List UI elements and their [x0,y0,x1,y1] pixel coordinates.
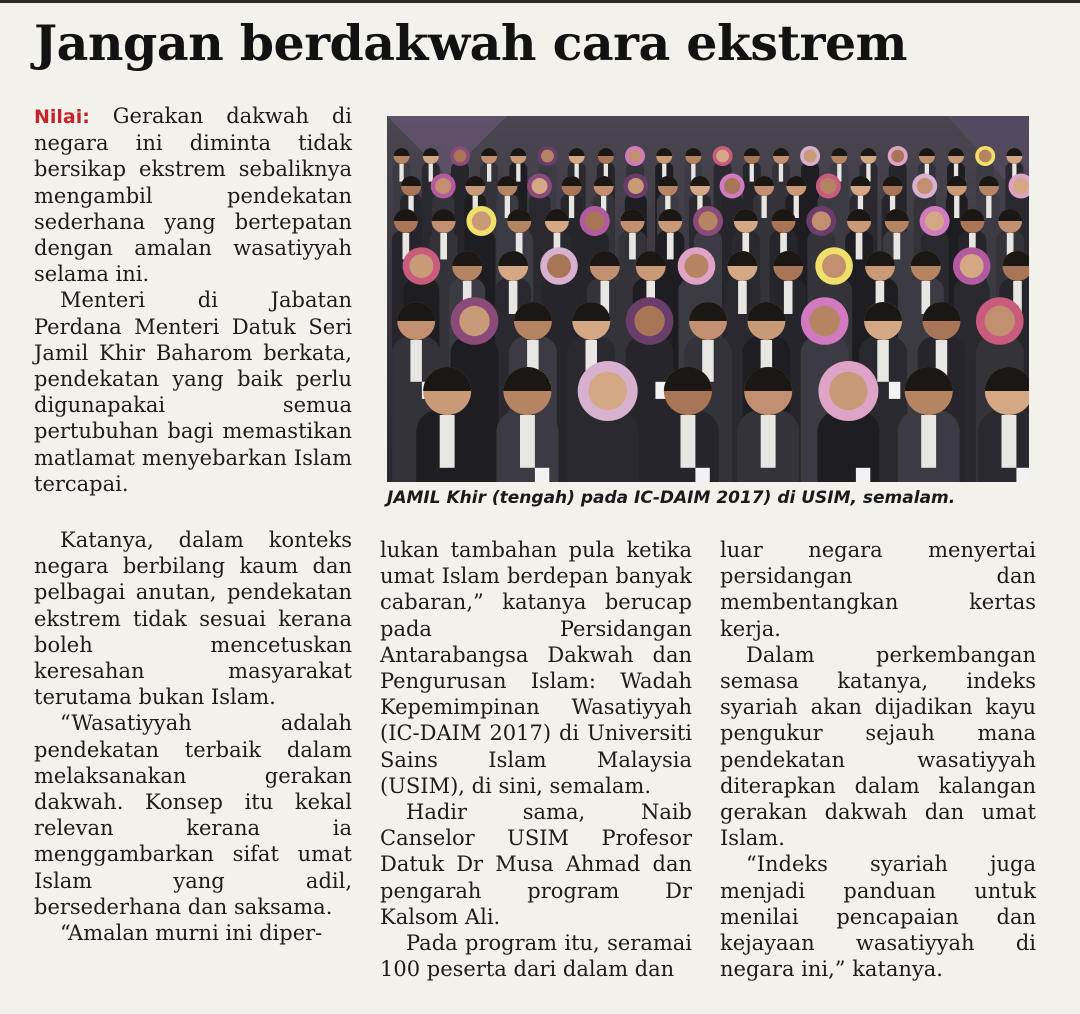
attendee-face [960,254,984,278]
attendee-face [822,254,846,278]
attendee-shirt [440,233,447,259]
paragraph: lukan tambahan pula ketika umat Islam berdepan banyak cabaran,” katanya berucap pada Persidangan Antarabangsa Dakwah dan Pengurusan Islam: Wadah Kepemimpinan Wasatiyyah (IC-DAIM 2017) di Universiti Sains Islam Malaysia (USIM), di sini, semalam. [380,538,692,798]
attendee-shirt [750,164,754,182]
paragraph: luar negara menyertai persidangan dan membentangkan kertas kerja. [720,538,1036,641]
attendee-face [698,211,717,230]
attendee-shirt [762,196,767,218]
lead-paragraph [34,103,352,287]
paragraph: “Indeks syariah juga menjadi panduan untuk menilai pencapaian dan kejayaan wasatiyyah di negara ini,” katanya. [720,852,1036,982]
attendee-shirt [784,281,793,314]
attendee-face [589,372,627,410]
attendee-face [454,150,467,163]
attendee-face [634,306,664,336]
attendee-face [829,372,867,410]
name-tag [695,468,709,482]
attendee-face [1013,178,1029,194]
column-2 [380,537,692,982]
lead-text: Gerakan dakwah di negara ini diminta tidak bersikap ekstrem sebaliknya mengambil pendekatan sederhana yang bertepatan dengan amalan wasatiyyah selama ini. [34,104,352,287]
attendee-shirt [429,164,433,182]
attendee-shirt [954,196,959,218]
attendee-shirt [738,281,747,314]
attendee-shirt [877,340,889,382]
paragraph: Dalam perkembangan semasa katanya, indeks syariah akan dijadikan kayu pengukur sejauh mana pendekatan wasatiyyah diterapkan dalam kalangan gerakan dakwah dan umat Islam. [720,642,1036,851]
attendee-face [629,150,642,163]
column-3 [720,537,1036,982]
photo-caption: JAMIL Khir (tengah) pada IC-DAIM 2017) di USIM, semalam. [387,488,956,508]
attendee-face [917,178,933,194]
attendee-shirt [629,233,636,259]
paragraph: “Amalan murni ini diper- [60,921,323,946]
attendee-face [409,254,433,278]
attendee-face [628,178,644,194]
attendee-shirt [761,415,776,468]
attendee-shirt [1002,415,1017,468]
attendee-shirt [440,415,455,468]
attendee-face [812,211,831,230]
attendee-face [804,150,817,163]
article-headline: Jangan berdakwah cara ekstrem [34,14,907,72]
attendee-face [472,211,491,230]
attendee-shirt [986,196,991,218]
attendee-face [891,150,904,163]
attendee-face [685,254,709,278]
attendee-face [547,254,571,278]
name-tag [889,382,900,399]
group-photo-illustration [387,116,1029,482]
attendee-face [541,150,554,163]
top-rule [0,0,1080,3]
attendee-face [435,178,451,194]
attendee-shirt [667,233,674,259]
attendee-shirt [921,415,936,468]
name-tag [535,468,549,482]
name-tag [1016,468,1029,482]
paragraph: Menteri di Jabatan Perdana Menteri Datuk Seri Jamil Khir Baharom berkata, pendekatan yang baik perlu digunapakai semua pertubuhan bagi memastikan matlamat menyebarkan Islam tercapai. [34,288,352,496]
attendee-shirt [487,164,491,182]
paragraph: Hadir sama, Naib Canselor USIM Profesor Datuk Dr Musa Ahmad dan pengarah program Dr Kalsom Ali. [380,800,692,929]
paragraph: Katanya, dalam konteks negara berbilang kaum dan pelbagai anutan, pendekatan ekstrem tidak sesuai kerana boleh mencetuskan keresahan masyarakat terutama bukan Islam. [34,528,352,710]
attendee-face [979,150,992,163]
attendee-face [724,178,740,194]
paragraph: Pada program itu, seramai 100 peserta dari dalam dan [380,931,692,982]
attendee-shirt [569,196,574,218]
attendee-shirt [520,415,535,468]
attendee-shirt [509,281,518,314]
attendee-face [925,211,944,230]
dateline: Nilai: [34,106,90,128]
attendee-face [810,306,840,336]
attendee-shirt [894,233,901,259]
attendee-face [716,150,729,163]
attendee-shirt [399,164,403,182]
attendee-shirt [410,340,422,382]
attendee-shirt [779,164,783,182]
attendee-face [459,306,489,336]
attendee-shirt [681,415,696,468]
paragraph: “Wasatiyyah adalah pendekatan terbaik dalam melaksanakan gerakan dakwah. Konsep itu kekal relevan kerana ia menggambarkan sifat umat Islam yang adil, bersederhana dan saksama. [34,711,352,919]
event-photo [387,116,1029,482]
attendee-face [532,178,548,194]
attendee-shirt [856,233,863,259]
column-1-bottom [34,527,352,946]
attendee-face [820,178,836,194]
name-tag [856,468,870,482]
column-1-top [34,103,352,497]
attendee-face [985,306,1015,336]
attendee-shirt [794,196,799,218]
attendee-shirt [516,164,520,182]
attendee-face [585,211,604,230]
